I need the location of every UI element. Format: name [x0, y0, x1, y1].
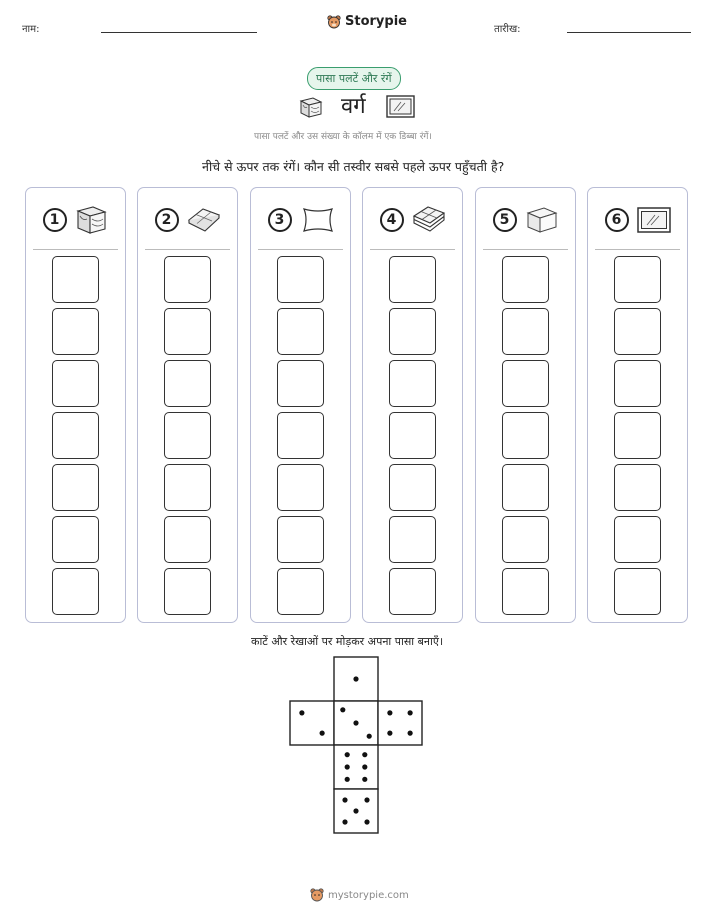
color-box[interactable]	[502, 568, 549, 615]
column-5	[475, 187, 576, 623]
die-face-5	[334, 789, 378, 833]
column-header	[138, 202, 237, 238]
mirror-icon	[637, 203, 671, 237]
color-box[interactable]	[52, 360, 99, 407]
die-face-4	[378, 701, 422, 745]
column-number: 3	[268, 208, 292, 232]
color-box[interactable]	[614, 412, 661, 459]
wooden-block-icon	[298, 95, 324, 119]
column-divider	[258, 249, 343, 250]
color-box[interactable]	[389, 464, 436, 511]
color-box[interactable]	[389, 308, 436, 355]
die-pip	[345, 764, 350, 769]
color-box[interactable]	[164, 412, 211, 459]
column-1	[25, 187, 126, 623]
color-box[interactable]	[277, 308, 324, 355]
die-pip	[408, 710, 413, 715]
cut-instruction: काटें और रेखाओं पर मोड़कर अपना पासा बनाएँ।	[251, 635, 444, 648]
color-box[interactable]	[277, 412, 324, 459]
column-4	[362, 187, 463, 623]
column-header	[251, 202, 350, 238]
color-box[interactable]	[164, 360, 211, 407]
column-header	[26, 202, 125, 238]
color-box[interactable]	[502, 464, 549, 511]
bear-icon	[327, 15, 341, 29]
footer-url: mystorypie.com	[328, 889, 409, 901]
footer	[310, 888, 409, 902]
color-box[interactable]	[164, 568, 211, 615]
die-pip	[364, 819, 369, 824]
date-label: तारीख:	[494, 24, 521, 35]
name-label: नाम:	[22, 24, 40, 35]
column-2	[137, 187, 238, 623]
column-divider	[33, 249, 118, 250]
quartered-tile-stack-icon	[412, 203, 446, 237]
column-number: 1	[43, 208, 67, 232]
color-box[interactable]	[52, 516, 99, 563]
color-box[interactable]	[614, 308, 661, 355]
color-box[interactable]	[164, 464, 211, 511]
die-pip	[299, 710, 304, 715]
color-box[interactable]	[502, 412, 549, 459]
die-pip	[342, 819, 347, 824]
bear-icon	[310, 888, 324, 902]
color-box[interactable]	[502, 516, 549, 563]
die-pip	[340, 707, 345, 712]
color-box[interactable]	[614, 464, 661, 511]
die-face-3	[334, 701, 378, 745]
color-box[interactable]	[164, 256, 211, 303]
color-box[interactable]	[164, 308, 211, 355]
die-pip	[367, 734, 372, 739]
color-box[interactable]	[277, 360, 324, 407]
column-number: 2	[155, 208, 179, 232]
die-pip	[364, 797, 369, 802]
color-box[interactable]	[389, 360, 436, 407]
column-divider	[483, 249, 568, 250]
column-number: 5	[493, 208, 517, 232]
column-number: 6	[605, 208, 629, 232]
column-divider	[145, 249, 230, 250]
color-box[interactable]	[389, 412, 436, 459]
die-pip	[345, 777, 350, 782]
brand-name: Storypie	[345, 14, 407, 29]
ice-cube-icon	[525, 203, 559, 237]
die-pip	[342, 797, 347, 802]
column-3	[250, 187, 351, 623]
cushion-icon	[187, 203, 221, 237]
column-header	[588, 202, 687, 238]
die-face-2	[290, 701, 334, 745]
color-box[interactable]	[277, 256, 324, 303]
color-box[interactable]	[614, 256, 661, 303]
color-box[interactable]	[614, 516, 661, 563]
question: नीचे से ऊपर तक रंगें। कौन सी तस्वीर सबसे पहले ऊपर पहुँचती है?	[202, 159, 505, 174]
pillow-icon	[300, 203, 334, 237]
die-pip	[362, 764, 367, 769]
die-pip	[408, 731, 413, 736]
storypie-logo	[327, 14, 407, 29]
activity-badge: पासा पलटें और रंगें	[307, 67, 401, 90]
die-pip	[362, 777, 367, 782]
color-box[interactable]	[52, 568, 99, 615]
die-pip	[353, 676, 358, 681]
color-box[interactable]	[52, 256, 99, 303]
color-box[interactable]	[277, 516, 324, 563]
die-face-1	[334, 657, 378, 701]
die-face-6	[334, 745, 378, 789]
color-box[interactable]	[389, 568, 436, 615]
date-line[interactable]	[567, 32, 691, 33]
die-pip	[387, 731, 392, 736]
color-box[interactable]	[614, 568, 661, 615]
color-box[interactable]	[614, 360, 661, 407]
wooden-block-icon	[75, 203, 109, 237]
mirror-icon	[386, 95, 415, 118]
color-box[interactable]	[502, 360, 549, 407]
color-box[interactable]	[52, 464, 99, 511]
column-divider	[595, 249, 680, 250]
color-box[interactable]	[502, 308, 549, 355]
column-number: 4	[380, 208, 404, 232]
color-box[interactable]	[277, 568, 324, 615]
die-pip	[320, 731, 325, 736]
column-header	[363, 202, 462, 238]
color-box[interactable]	[389, 516, 436, 563]
die-pip	[353, 808, 358, 813]
die-pip	[387, 710, 392, 715]
color-box[interactable]	[52, 412, 99, 459]
name-line[interactable]	[101, 32, 257, 33]
page-title: वर्ग	[341, 94, 366, 119]
subtitle: पासा पलटें और उस संख्या के कॉलम में एक डिब्बा रंगें।	[254, 132, 432, 142]
color-box[interactable]	[389, 256, 436, 303]
die-pip	[362, 752, 367, 757]
die-pip	[353, 720, 358, 725]
color-box[interactable]	[277, 464, 324, 511]
column-6	[587, 187, 688, 623]
color-box[interactable]	[164, 516, 211, 563]
color-box[interactable]	[52, 308, 99, 355]
column-divider	[370, 249, 455, 250]
column-header	[476, 202, 575, 238]
die-pip	[345, 752, 350, 757]
color-box[interactable]	[502, 256, 549, 303]
die-net[interactable]	[289, 656, 425, 836]
